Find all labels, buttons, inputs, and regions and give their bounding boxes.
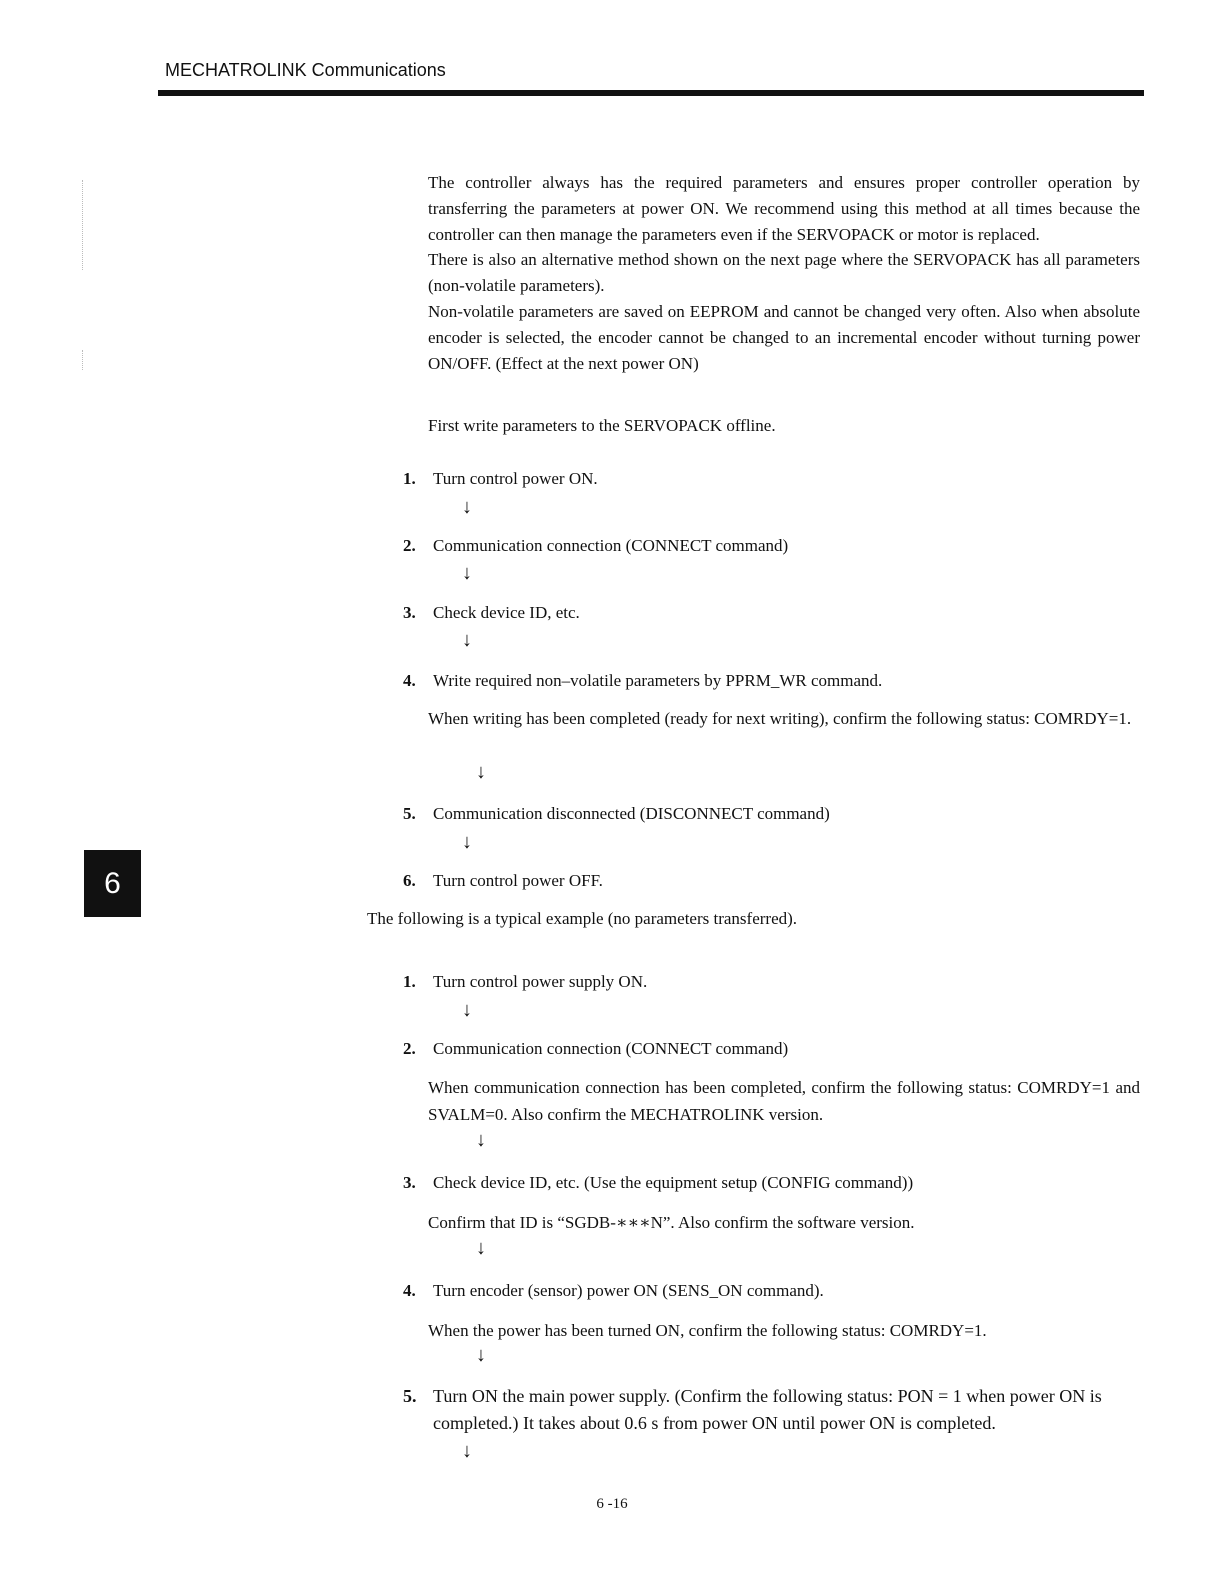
step-note: When writing has been completed (ready for next writing), confirm the following status: COMRDY=1.: [428, 709, 1132, 728]
step-text: Communication disconnected (DISCONNECT command): [433, 804, 830, 823]
step-number: 1.: [403, 972, 416, 991]
intro-paragraph: The controller always has the required parameters and ensures proper controller operation by transferring the parameters at power ON. We recommend using this method at all times because the controller can then manage the parameters even if the SERVOPACK or motor is replaced.: [428, 173, 1140, 244]
step-number: 4.: [403, 671, 416, 690]
down-arrow-icon: ↓: [476, 1129, 486, 1151]
down-arrow-icon: ↓: [476, 761, 486, 783]
procedure1-step: [403, 667, 1143, 694]
procedure1-step: [403, 800, 1143, 827]
intro-paragraph: There is also an alternative method shown on the next page where the SERVOPACK has all parameters (non-volatile parameters).: [428, 250, 1140, 296]
procedure2-step: [403, 1035, 1143, 1062]
margin-dots: [82, 350, 85, 370]
step-note: When the power has been turned ON, confirm the following status: COMRDY=1.: [428, 1321, 987, 1340]
down-arrow-icon: ↓: [476, 1237, 486, 1259]
procedure2-step: [403, 1383, 1143, 1437]
page-header-title: MECHATROLINK Communications: [165, 60, 446, 80]
intro-block: [428, 170, 1140, 376]
step-number: 2.: [403, 1039, 416, 1058]
step-number: 3.: [403, 1173, 416, 1192]
typical-example-intro: The following is a typical example (no parameters transferred).: [367, 909, 798, 928]
step-number: 5.: [403, 1386, 417, 1406]
step-note: When communication connection has been completed, confirm the following status: COMRDY=1 and SVALM=0. Also confirm the MECHATROLINK version.: [428, 1078, 1140, 1124]
step-text: Turn control power OFF.: [433, 871, 603, 890]
step-number: 6.: [403, 871, 416, 890]
step-text: Turn encoder (sensor) power ON (SENS_ON command).: [433, 1281, 824, 1300]
down-arrow-icon: ↓: [462, 629, 472, 651]
first-write-note: First write parameters to the SERVOPACK offline.: [428, 416, 776, 435]
procedure1-step: [403, 867, 1143, 894]
page-number: 6 -16: [596, 1496, 628, 1512]
procedure1-step: [403, 465, 1143, 492]
step-number: 3.: [403, 603, 416, 622]
step-text: Check device ID, etc.: [433, 603, 580, 622]
step-number: 2.: [403, 536, 416, 555]
header-rule: [158, 90, 1144, 96]
step-number: 4.: [403, 1281, 416, 1300]
down-arrow-icon: ↓: [462, 562, 472, 584]
down-arrow-icon: ↓: [462, 999, 472, 1021]
step-text: Communication connection (CONNECT command): [433, 1039, 789, 1058]
procedure1-step: [403, 532, 1143, 559]
down-arrow-icon: ↓: [462, 831, 472, 853]
procedure1-step: [403, 599, 1143, 626]
step-note: Confirm that ID is “SGDB-∗∗∗N”. Also confirm the software version.: [428, 1213, 915, 1232]
margin-dots: [82, 180, 85, 270]
step-text: Communication connection (CONNECT command): [433, 536, 789, 555]
step-text: Turn control power ON.: [433, 469, 598, 488]
procedure2-step: [403, 1169, 1143, 1196]
down-arrow-icon: ↓: [462, 496, 472, 518]
step-text: Turn control power supply ON.: [433, 972, 648, 991]
step-number: 5.: [403, 804, 416, 823]
procedure2-step: [403, 1277, 1143, 1304]
down-arrow-icon: ↓: [462, 1440, 472, 1462]
intro-paragraph: Non-volatile parameters are saved on EEPROM and cannot be changed very often. Also when absolute encoder is selected, the encoder cannot be changed to an incremental encoder without turning power ON/OFF. (Effect at the next power ON): [428, 301, 1140, 373]
down-arrow-icon: ↓: [476, 1344, 486, 1366]
step-text: Check device ID, etc. (Use the equipment setup (CONFIG command)): [433, 1173, 914, 1192]
step-text: Turn ON the main power supply. (Confirm the following status: PON = 1 when power ON is completed.) It takes about 0.6 s from power ON until power ON is completed.: [433, 1386, 1102, 1433]
step-text: Write required non–volatile parameters by PPRM_WR command.: [433, 671, 883, 690]
step-number: 1.: [403, 469, 416, 488]
procedure2-step: [403, 968, 1143, 995]
chapter-tab: 6: [84, 850, 141, 917]
